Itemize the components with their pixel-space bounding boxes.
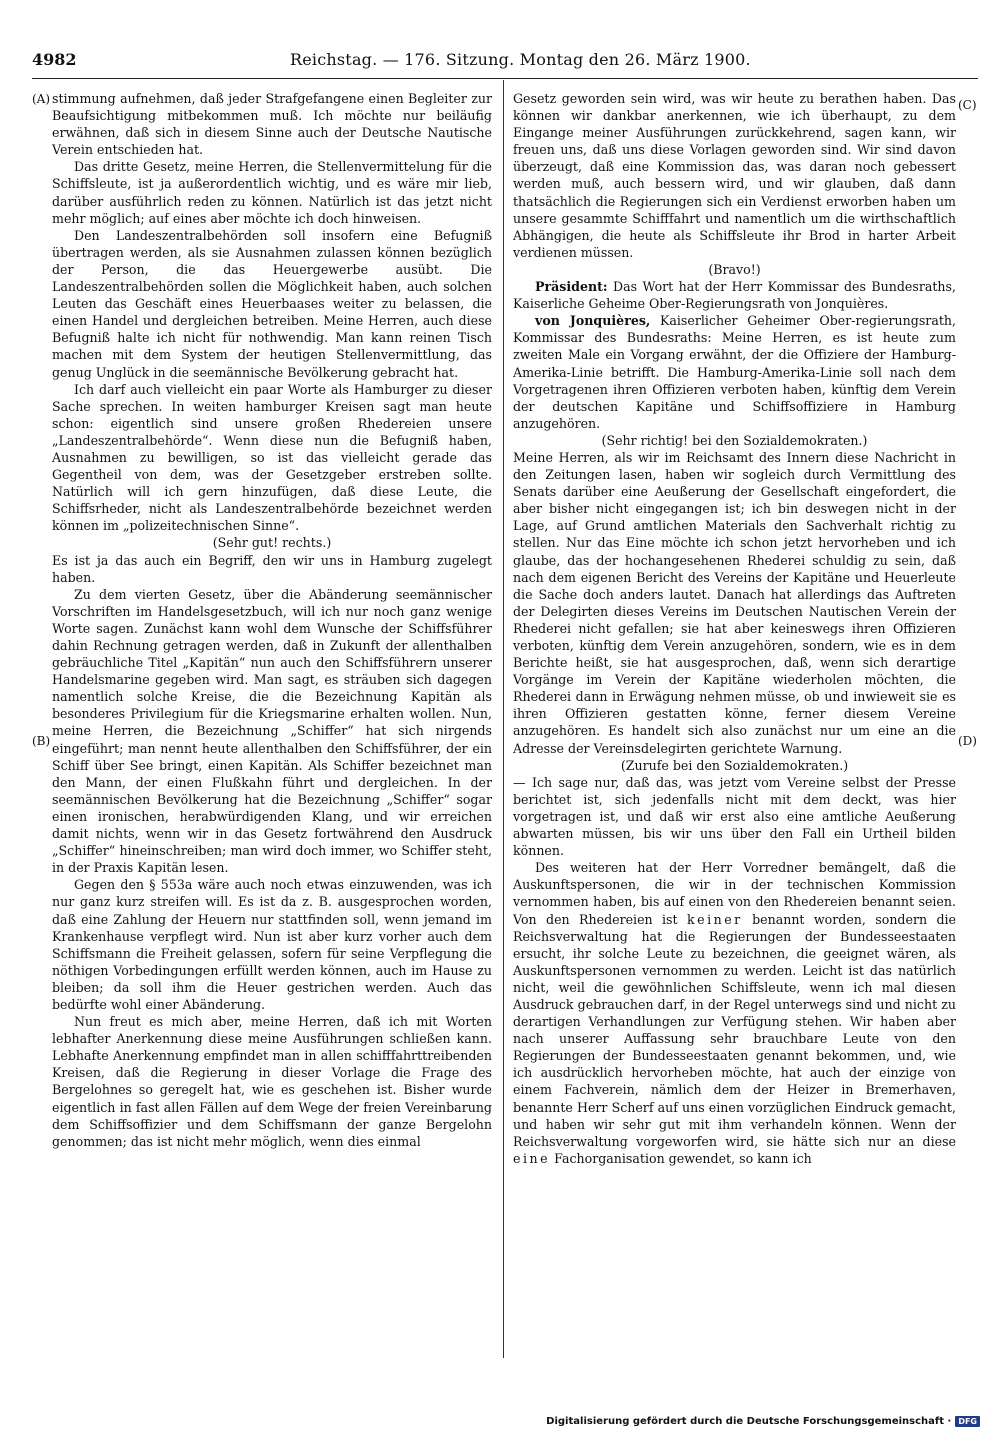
president-paragraph	[513, 278, 956, 312]
running-header	[32, 50, 980, 78]
paragraph: Meine Herren, als wir im Reichsamt des Innern diese Nachricht in den Zeitungen lasen, haben wir sogleich durch Vermittlung des Senats darüber eine Aeußerung der Gesellschaft eingefordert, die aber bisher nicht eingegangen ist; ich bin deswegen nicht in der Lage, auf Grund amtlichen Materials den Sachverhalt richtig zu stellen. Nur das Eine möchte ich schon jetzt hervorheben und ich glaube, das der hochangesehenen Rhederei schuldig zu sein, daß nach dem eigenen Bericht des Vereins der Kapitäne und Heuerleute die Sache doch anders lautet. Danach hat allerdings das Auftreten der Delegirten dieses Vereins im Deutschen Nautischen Verein der Rhederei nicht gefallen; sie hat aber keineswegs ihren Offizieren verboten, künftig dem Verein anzugehören, sondern, wie es in dem Berichte heißt, sie hat ausgesprochen, daß, wenn sich derartige Vorgänge im Verein der Kapitäne wiederholen möchten, die Rhederei dann in Erwägung nehmen müsse, ob und inwieweit sie es ihren Offizieren gestatten könne, ferner diesem Vereine anzugehören. Es handelt sich also zunächst nur um eine an die Adresse der Vereinsdelegirten gerichtete Warnung.	[513, 449, 956, 756]
margin-marker-b: (B)	[32, 734, 51, 748]
column-divider	[503, 80, 504, 1358]
paragraph: Zu dem vierten Gesetz, über die Abänderung seemännischer Vorschriften im Handelsgesetzbuch, will ich nur noch ganz wenige Worte sagen. Zunächst kann wohl dem Wunsche der Schiffsführer dahin Rechnung getragen werden, daß in Zukunft der allenthalben gebräuchliche Titel „Kapitän“ nun auch den Schiffsführern unserer Handelsmarine gegeben wird. Man sagt, es sträuben sich dagegen namentlich solche Kreise, die die Bezeichnung Kapitän als besonderes Privilegium für die Kriegsmarine erhalten wollen. Nun, meine Herren, die Bezeichnung „Schiffer“ hat sich nirgends eingeführt; man nennt heute allenthalben den Schiffsführer, der ein Schiff über See bringt, einen Kapitän. Als Schiffer bezeichnet man den Mann, der einen Flußkahn führt und dergleichen. In der seemännischen Bevölkerung hat die Bezeichnung „Schiffer“ sogar einen ironischen, herabwürdigenden Klang, und wir erreichen damit nichts, wenn wir in das Gesetz fortwährend den Ausdruck „Schiffer“ hineinschreiben; man wird doch immer, wo Schiffer steht, in der Praxis Kapitän lesen.	[52, 586, 492, 876]
paragraph-text: Das Wort hat der Herr Kommissar des Bundesraths, Kaiserliche Geheime Ober-Regierungsrath von Jonquières.	[513, 279, 956, 312]
right-column	[513, 90, 956, 1167]
interjection: (Sehr richtig! bei den Sozialdemokraten.)	[601, 432, 868, 448]
paragraph-text: Kaiserlicher Geheimer Ober-regierungsrath, Kommissar des Bundesraths: Meine Herren, es ist heute zum zweiten Male ein Vorgang erwähnt, der die Offiziere der Hamburg-Amerika-Linie betrifft. Die Hamburg-Amerika-Linie soll nach dem Vorgetragenen ihren Offizieren verboten haben, künftig dem Verein der deutschen Kapitäne und Schiffsoffiziere in Hamburg anzugehören.	[513, 313, 956, 431]
emphasis-text: eine	[513, 1150, 551, 1166]
speaker-paragraph	[513, 312, 956, 432]
left-column	[52, 90, 492, 1150]
paragraph: stimmung aufnehmen, daß jeder Strafgefangene einen Begleiter zur Beaufsichtigung mitbekommen muß. Ich möchte nur beiläufig erwähnen, daß sich in diesem Sinne auch der Deutsche Nautische Verein entschieden hat.	[52, 91, 492, 158]
speaker-label: von Jonquières,	[535, 313, 651, 329]
interjection: (Sehr gut! rechts.)	[212, 535, 332, 551]
paragraph: Nun freut es mich aber, meine Herren, daß ich mit Worten lebhafter Anerkennung diese meine Ausführungen schließen kann. Lebhafte Anerkennung empfindet man in allen schifffahrttreibenden Kreisen, daß die Regierung in dieser Vorlage die Frage des Bergelohnes so geregelt hat, wie es geschehen ist. Bisher wurde eigentlich in fast allen Fällen auf dem Wege der freien Vereinbarung dem Schiffsoffizier und dem Schiffsmann der ganze Bergelohn genommen; das ist nicht mehr möglich, wenn dies einmal	[52, 1014, 492, 1149]
running-title: Reichstag. — 176. Sitzung. Montag den 26. März 1900.	[290, 50, 751, 69]
paragraph: Den Landeszentralbehörden soll insofern eine Befugniß übertragen werden, als sie Ausnahmen zulassen können bezüglich der Person, die das Heuergewerbe ausübt. Die Landeszentralbehörden sollen die Möglichkeit haben, auch solchen Leuten das Geschäft eines Heuerbaases weiter zu belassen, die einen Handel und dergleichen betreiben. Meine Herren, auch diese Befugniß halte ich nicht für nothwendig. Man kann reinen Tisch machen mit dem System der heutigen Stellenvermittlung, das genug Unglück in die seemännische Bevölkerung gebracht hat.	[52, 227, 492, 380]
margin-marker-d: (D)	[958, 734, 977, 748]
footer-text: Digitalisierung gefördert durch die Deutsche Forschungsgemeinschaft ·	[546, 1416, 952, 1427]
paragraph: — Ich sage nur, daß das, was jetzt vom Vereine selbst der Presse berichtet ist, sich jedenfalls nicht mit dem deckt, was hier vorgetragen ist, und daß wir erst also eine amtliche Aeußerung abwarten müssen, bis wir uns über den Fall ein Urtheil bilden können.	[513, 774, 956, 859]
speaker-label: Präsident:	[535, 279, 608, 295]
margin-marker-c: (C)	[958, 98, 977, 112]
paragraph: Das dritte Gesetz, meine Herren, die Stellenvermittelung für die Schiffsleute, ist ja außerordentlich wichtig, und es wäre mir lieb, darüber ausführlich reden zu können. Natürlich ist das jetzt nicht mehr möglich; auf eines aber möchte ich doch hinweisen.	[52, 159, 492, 226]
paragraph-text: Fachorganisation gewendet, so kann ich	[554, 1150, 812, 1166]
interjection: (Zurufe bei den Sozialdemokraten.)	[620, 757, 849, 773]
paragraph: Es ist ja das auch ein Begriff, den wir uns in Hamburg zugelegt haben.	[52, 552, 492, 585]
header-rule	[32, 78, 978, 79]
emphasis-text: keiner	[686, 911, 743, 927]
paragraph: Gesetz geworden sein wird, was wir heute zu berathen haben. Das können wir dankbar anerkennen, wie ich überhaupt, zu dem Eingange meiner Ausführungen zurückkehrend, sagen kann, wir freuen uns, daß uns diese Vorlagen geworden sind. Wir sind davon überzeugt, daß eine Kommission das, was daran noch gebessert werden muß, auch bessern wird, und wir glauben, daß dann thatsächlich die Regierungen sich ein Verdienst erworben haben um unsere gesammte Schifffahrt und namentlich um die wirthschaftlich Abhängigen, die heute als Schiffsleute ihr Brod in harter Arbeit verdienen müssen.	[513, 91, 956, 260]
margin-marker-a: (A)	[32, 92, 51, 106]
paragraph	[513, 859, 956, 1167]
paragraph-text: benannt worden, sondern die Reichsverwaltung hat die Regierungen der Bundesseestaaten ersucht, ihr solche Leute zu bezeichnen, die geeignet wären, als Auskunftspersonen vernommen zu werden. Leicht ist das natürlich nicht, weil die gewöhnlichen Schiffsleute, wenn ich mal diesen Ausdruck gebrauchen darf, in der Regel unterwegs sind und nicht zu derartigen Verhandlungen zur Verfügung stehen. Wir haben aber nach unserer Auffassung sehr brauchbare Leute von den Regierungen der Bundesseestaaten genannt bekommen, und, wie ich ausdrücklich hervorheben möchte, hat auch der einzige von einem Fachverein, nämlich dem der Heizer in Bremerhaven, benannte Herr Scherf auf uns einen vorzüglichen Eindruck gemacht, und haben wir sehr gut mit ihm verhandeln können. Wenn der Reichsverwaltung vorgeworfen wird, sie hätte sich nur an diese	[513, 911, 956, 1149]
dfg-logo-icon: DFG	[955, 1416, 980, 1427]
paragraph-text: Des weiteren hat der Herr Vorredner bemängelt, daß die Auskunftspersonen, die wir in der technischen Kommission vernommen haben, bis auf einen von den Rhedereien benannt seien. Von den Rhedereien ist	[513, 860, 956, 927]
interjection: (Bravo!)	[708, 261, 761, 277]
paragraph: Gegen den § 553a wäre auch noch etwas einzuwenden, was ich nur ganz kurz streifen will. Es ist da z. B. ausgesprochen worden, daß eine Zahlung der Heuern nur stattfinden soll, wenn jemand im Krankenhause verpflegt wird. Nun ist aber kurz vorher auch dem Schiffsmann die Freiheit gelassen, sofern für seine Verpflegung die nöthigen Vorbedingungen erfüllt werden können, auch im Hause zu bleiben; da soll ihm die Heuer gestrichen werden. Auch das bedürfte wohl einer Abänderung.	[52, 877, 492, 1012]
page-number: 4982	[32, 50, 77, 69]
paragraph: Ich darf auch vielleicht ein paar Worte als Hamburger zu dieser Sache sprechen. In weiten hamburger Kreisen sagt man heute schon: eigentlich sind unsere großen Rhedereien unsere „Landeszentralbehörde“. Wenn diese nun die Befugniß haben, Ausnahmen zu bewilligen, so ist das vielleicht gerade das Gegentheil von dem, was der Gesetzgeber erstreben sollte. Natürlich will ich gern hinzufügen, daß diese Leute, die Schiffsrheder, nicht als Landeszentralbehörde bezeichnet werden können im „polizeitechnischen Sinne“.	[52, 381, 492, 534]
digitization-footer	[546, 1416, 980, 1427]
